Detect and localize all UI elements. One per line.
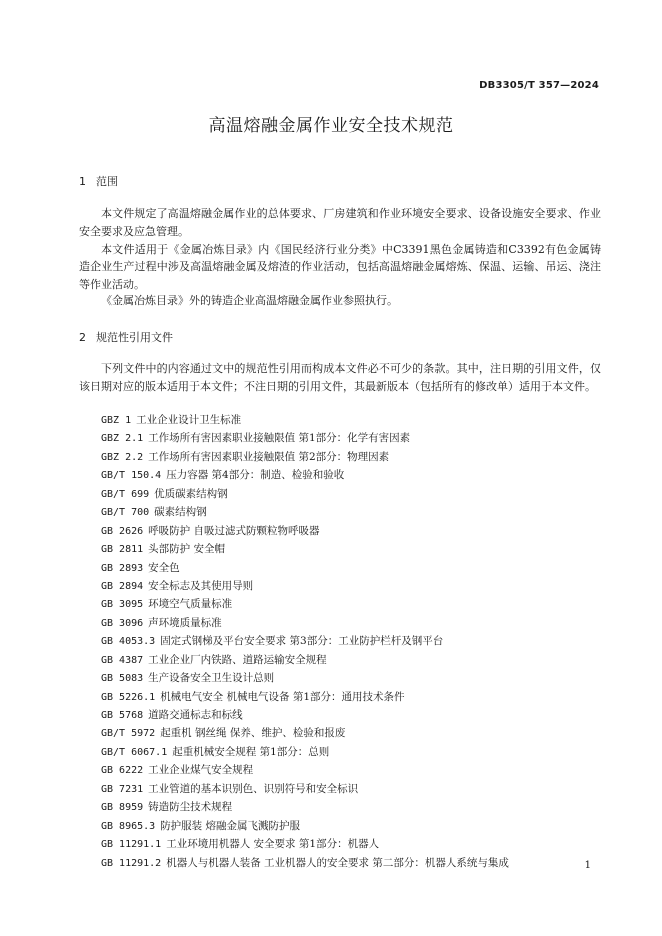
section-title: 规范性引用文件 <box>96 331 173 344</box>
document-title: 高温熔融金属作业安全技术规范 <box>208 116 454 136</box>
reference-title: 安全色 <box>148 561 180 574</box>
reference-code: GB/T 700 <box>101 507 150 519</box>
section-title: 范围 <box>96 175 118 188</box>
reference-code: GB 2893 <box>101 562 144 574</box>
reference-code: GB/T 699 <box>101 488 150 500</box>
reference-code: GB 4387 <box>101 654 144 666</box>
reference-code: GBZ 2.2 <box>101 451 144 463</box>
paragraph: 本文件适用于《金属冶炼目录》内《国民经济行业分类》中C3391黑色金属铸造和C3392有色金属铸造企业生产过程中涉及高温熔融金属及熔渣的作业活动，包括高温熔融金属熔炼、保温、运输、吊运、浇注等作业活动。 <box>79 242 601 291</box>
reference-title: 起重机 钢丝绳 保养、维护、检验和报废 <box>160 727 346 740</box>
reference-title: 工业企业厂内铁路、道路运输安全规程 <box>148 653 327 666</box>
reference-item <box>101 559 509 577</box>
reference-title: 工作场所有害因素职业接触限值 第2部分：物理因素 <box>148 450 390 463</box>
reference-item <box>101 780 509 798</box>
reference-title: 优质碳素结构钢 <box>154 487 228 500</box>
reference-code: GB 8959 <box>101 802 144 814</box>
reference-item <box>101 429 509 447</box>
reference-code: GB 4053.3 <box>101 636 156 648</box>
reference-item <box>101 540 509 558</box>
reference-title: 头部防护 安全帽 <box>148 543 225 556</box>
reference-title: 声环境质量标准 <box>148 616 222 629</box>
reference-title: 呼吸防护 自吸过滤式防颗粒物呼吸器 <box>148 524 320 537</box>
section-number: 2 <box>79 331 86 344</box>
reference-code: GB 11291.2 <box>101 857 162 869</box>
reference-item <box>101 651 509 669</box>
section-number: 1 <box>79 175 86 188</box>
reference-title: 起重机械安全规程 第1部分：总则 <box>172 745 330 758</box>
reference-item <box>101 577 509 595</box>
reference-code: GB 5083 <box>101 673 144 685</box>
reference-title: 铸造防尘技术规程 <box>148 801 233 814</box>
page-number: 1 <box>584 860 591 871</box>
reference-code: GB/T 5972 <box>101 728 156 740</box>
reference-item <box>101 632 509 650</box>
reference-item <box>101 448 509 466</box>
reference-code: GB 2811 <box>101 544 144 556</box>
reference-title: 道路交通标志和标线 <box>148 709 243 721</box>
reference-code: GB 5768 <box>101 710 144 721</box>
reference-item <box>101 669 509 687</box>
reference-code: GB 2626 <box>101 525 144 537</box>
section-heading-scope <box>79 173 118 189</box>
paragraph: 《金属冶炼目录》外的铸造企业高温熔融金属作业参照执行。 <box>101 294 398 307</box>
reference-code: GB 11291.1 <box>101 839 162 851</box>
reference-code: GB/T 6067.1 <box>101 746 168 758</box>
reference-item <box>101 798 509 816</box>
reference-item <box>101 595 509 613</box>
reference-list <box>101 411 509 872</box>
paragraph: 本文件规定了高温熔融金属作业的总体要求、厂房建筑和作业环境安全要求、设备设施安全要求、作业安全要求及应急管理。 <box>79 207 601 238</box>
reference-item <box>101 817 509 835</box>
reference-title: 环境空气质量标准 <box>148 598 233 611</box>
reference-item <box>101 688 509 706</box>
reference-code: GBZ 1 <box>101 415 132 426</box>
reference-code: GB 3095 <box>101 599 144 611</box>
reference-title: 工业企业煤气安全规程 <box>148 764 254 777</box>
reference-item <box>101 761 509 779</box>
reference-code: GB/T 150.4 <box>101 470 162 482</box>
reference-item <box>101 485 509 503</box>
reference-item <box>101 503 509 521</box>
reference-title: 固定式钢梯及平台安全要求 第3部分：工业防护栏杆及钢平台 <box>160 635 444 648</box>
reference-code: GB 7231 <box>101 783 144 795</box>
reference-title: 工业企业设计卫生标准 <box>136 414 242 426</box>
reference-item <box>101 835 509 853</box>
reference-code: GB 6222 <box>101 765 144 777</box>
reference-title: 安全标志及其使用导则 <box>148 579 254 592</box>
reference-title: 压力容器 第4部分：制造、检验和验收 <box>166 469 345 482</box>
reference-code: GB 3096 <box>101 617 144 629</box>
reference-title: 碳素结构钢 <box>154 506 207 519</box>
section-heading-normative-references <box>79 329 173 345</box>
reference-item <box>101 854 509 872</box>
reference-title: 工业环境用机器人 安全要求 第1部分：机器人 <box>166 838 380 851</box>
reference-code: GB 5226.1 <box>101 691 156 703</box>
document-code: DB3305/T 357—2024 <box>479 80 599 91</box>
reference-item <box>101 411 509 429</box>
reference-code: GBZ 2.1 <box>101 433 144 445</box>
reference-item <box>101 706 509 724</box>
reference-title: 生产设备安全卫生设计总则 <box>148 672 275 685</box>
reference-code: GB 2894 <box>101 580 144 592</box>
reference-title: 工业管道的基本识别色、识别符号和安全标识 <box>148 782 359 795</box>
reference-item <box>101 614 509 632</box>
paragraph: 下列文件中的内容通过文中的规范性引用而构成本文件必不可少的条款。其中，注日期的引用文件，仅该日期对应的版本适用于本文件；不注日期的引用文件，其最新版本（包括所有的修改单）适用于本文件。 <box>79 362 601 393</box>
reference-title: 机械电气安全 机械电气设备 第1部分：通用技术条件 <box>160 690 405 703</box>
reference-title: 机器人与机器人装备 工业机器人的安全要求 第二部分：机器人系统与集成 <box>166 856 509 869</box>
reference-item <box>101 743 509 761</box>
reference-item <box>101 522 509 540</box>
reference-code: GB 8965.3 <box>101 820 156 832</box>
reference-title: 工作场所有害因素职业接触限值 第1部分：化学有害因素 <box>148 432 411 445</box>
reference-title: 防护服装 熔融金属飞溅防护服 <box>160 819 301 832</box>
reference-item <box>101 466 509 484</box>
reference-item <box>101 724 509 742</box>
